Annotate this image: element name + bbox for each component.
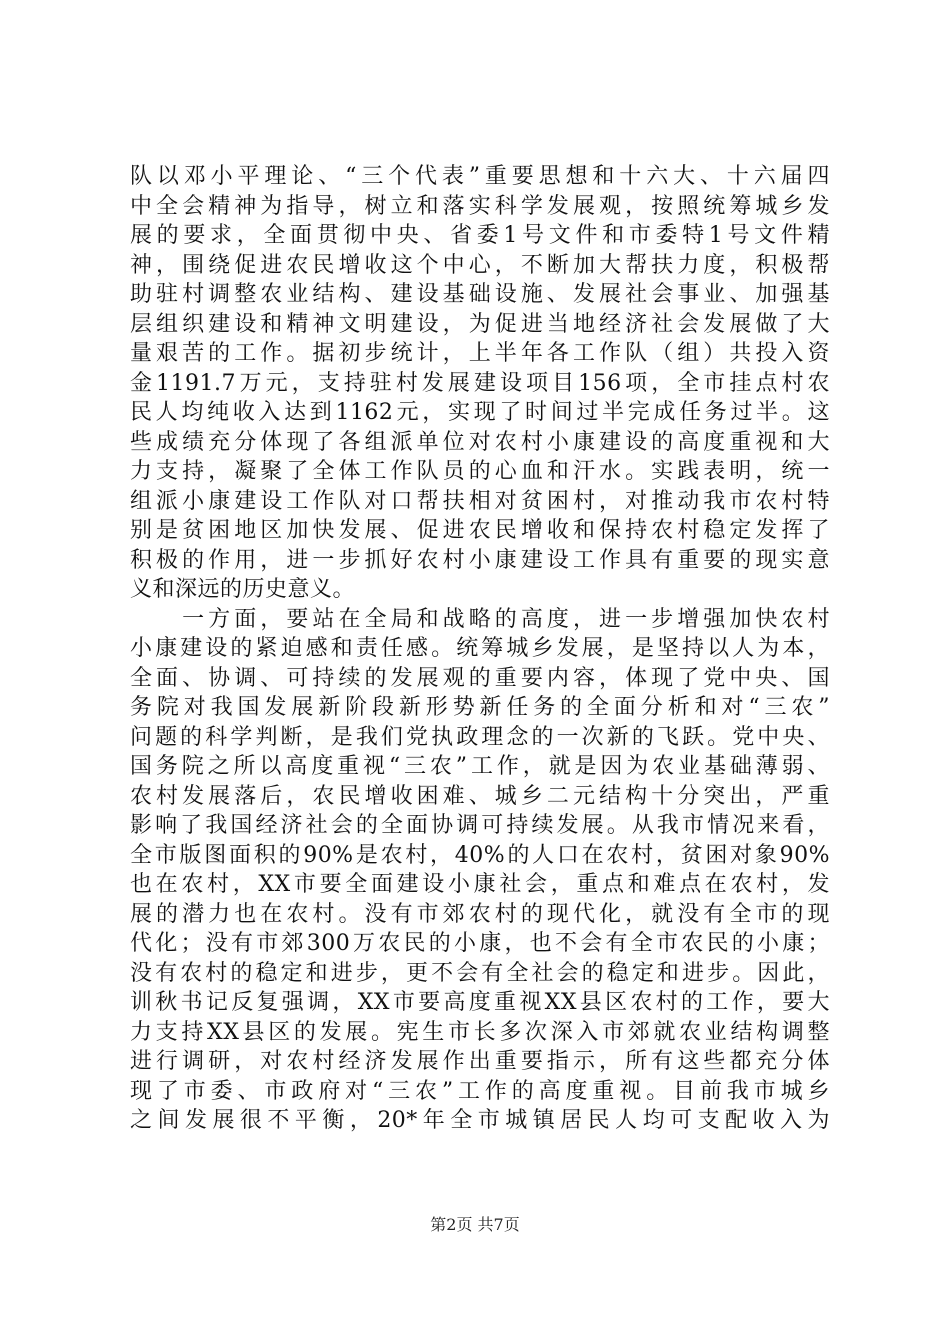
text-line: 展的潜力也在农村。没有市郊农村的现代化，就没有全市的现 (130, 901, 830, 927)
page-number-footer: 第2页 共7页 (430, 1215, 520, 1234)
text-line: 也在农村，XX市要全面建设小康社会，重点和难点在农村，发 (130, 872, 830, 897)
text-line: 代化；没有市郊300万农民的小康，也不会有全市农民的小康； (130, 931, 830, 956)
text-line: 全面、协调、可持续的发展观的重要内容，体现了党中央、国 (130, 665, 830, 691)
text-line: 国务院之所以高度重视“三农”工作，就是因为农业基础薄弱、 (130, 754, 830, 779)
text-line: 训秋书记反复强调，XX市要高度重视XX县区农村的工作，要大 (130, 990, 830, 1015)
text-line: 之间发展很不平衡，20*年全市城镇居民人均可支配收入为 (130, 1108, 830, 1133)
text-line: 积极的作用，进一步抓好农村小康建设工作具有重要的现实意 (130, 547, 830, 573)
text-line: 力支持，凝聚了全体工作队员的心血和汗水。实践表明，统一 (130, 459, 830, 484)
text-line: 小康建设的紧迫感和责任感。统筹城乡发展，是坚持以人为本， (130, 636, 830, 661)
text-line: 没有农村的稳定和进步，更不会有全社会的稳定和进步。因此， (130, 960, 830, 986)
text-line: 一方面，要站在全局和战略的高度，进一步增强加快农村 (130, 606, 830, 632)
text-line: 别是贫困地区加快发展、促进农民增收和保持农村稳定发挥了 (130, 518, 830, 543)
text-line: 力支持XX县区的发展。宪生市长多次深入市郊就农业结构调整 (130, 1019, 830, 1045)
text-line: 现了市委、市政府对“三农”工作的高度重视。目前我市城乡 (130, 1078, 830, 1104)
text-line: 量艰苦的工作。据初步统计，上半年各工作队（组）共投入资 (130, 341, 830, 366)
text-line: 展的要求，全面贯彻中央、省委1号文件和市委特1号文件精 (130, 223, 830, 248)
text-line: 组派小康建设工作队对口帮扶相对贫困村，对推动我市农村特 (130, 488, 830, 514)
text-line: 些成绩充分体现了各组派单位对农村小康建设的高度重视和大 (130, 429, 830, 455)
text-line: 农村发展落后，农民增收困难、城乡二元结构十分突出，严重 (130, 783, 830, 809)
text-line: 层组织建设和精神文明建设，为促进当地经济社会发展做了大 (130, 311, 830, 337)
text-line: 中全会精神为指导，树立和落实科学发展观，按照统筹城乡发 (130, 193, 830, 219)
text-line: 队以邓小平理论、“三个代表”重要思想和十六大、十六届四 (130, 164, 830, 189)
text-line: 全市版图面积的90%是农村，40%的人口在农村，贫困对象90% (130, 842, 830, 868)
text-line: 义和深远的历史意义。 (130, 577, 356, 602)
text-line: 助驻村调整农业结构、建设基础设施、发展社会事业、加强基 (130, 282, 830, 307)
text-line: 民人均纯收入达到1162元，实现了时间过半完成任务过半。这 (130, 400, 830, 425)
text-line: 金1191.7万元，支持驻村发展建设项目156项，全市挂点村农 (130, 370, 830, 396)
text-line: 影响了我国经济社会的全面协调可持续发展。从我市情况来看， (130, 813, 830, 838)
text-line: 进行调研，对农村经济发展作出重要指示，所有这些都充分体 (130, 1049, 830, 1074)
text-line: 神，围绕促进农民增收这个中心，不断加大帮扶力度，积极帮 (130, 252, 830, 278)
body-text (130, 162, 830, 1136)
text-line: 问题的科学判断，是我们党执政理念的一次新的飞跃。党中央、 (130, 724, 830, 750)
text-line: 务院对我国发展新阶段新形势新任务的全面分析和对“三农” (130, 695, 830, 720)
